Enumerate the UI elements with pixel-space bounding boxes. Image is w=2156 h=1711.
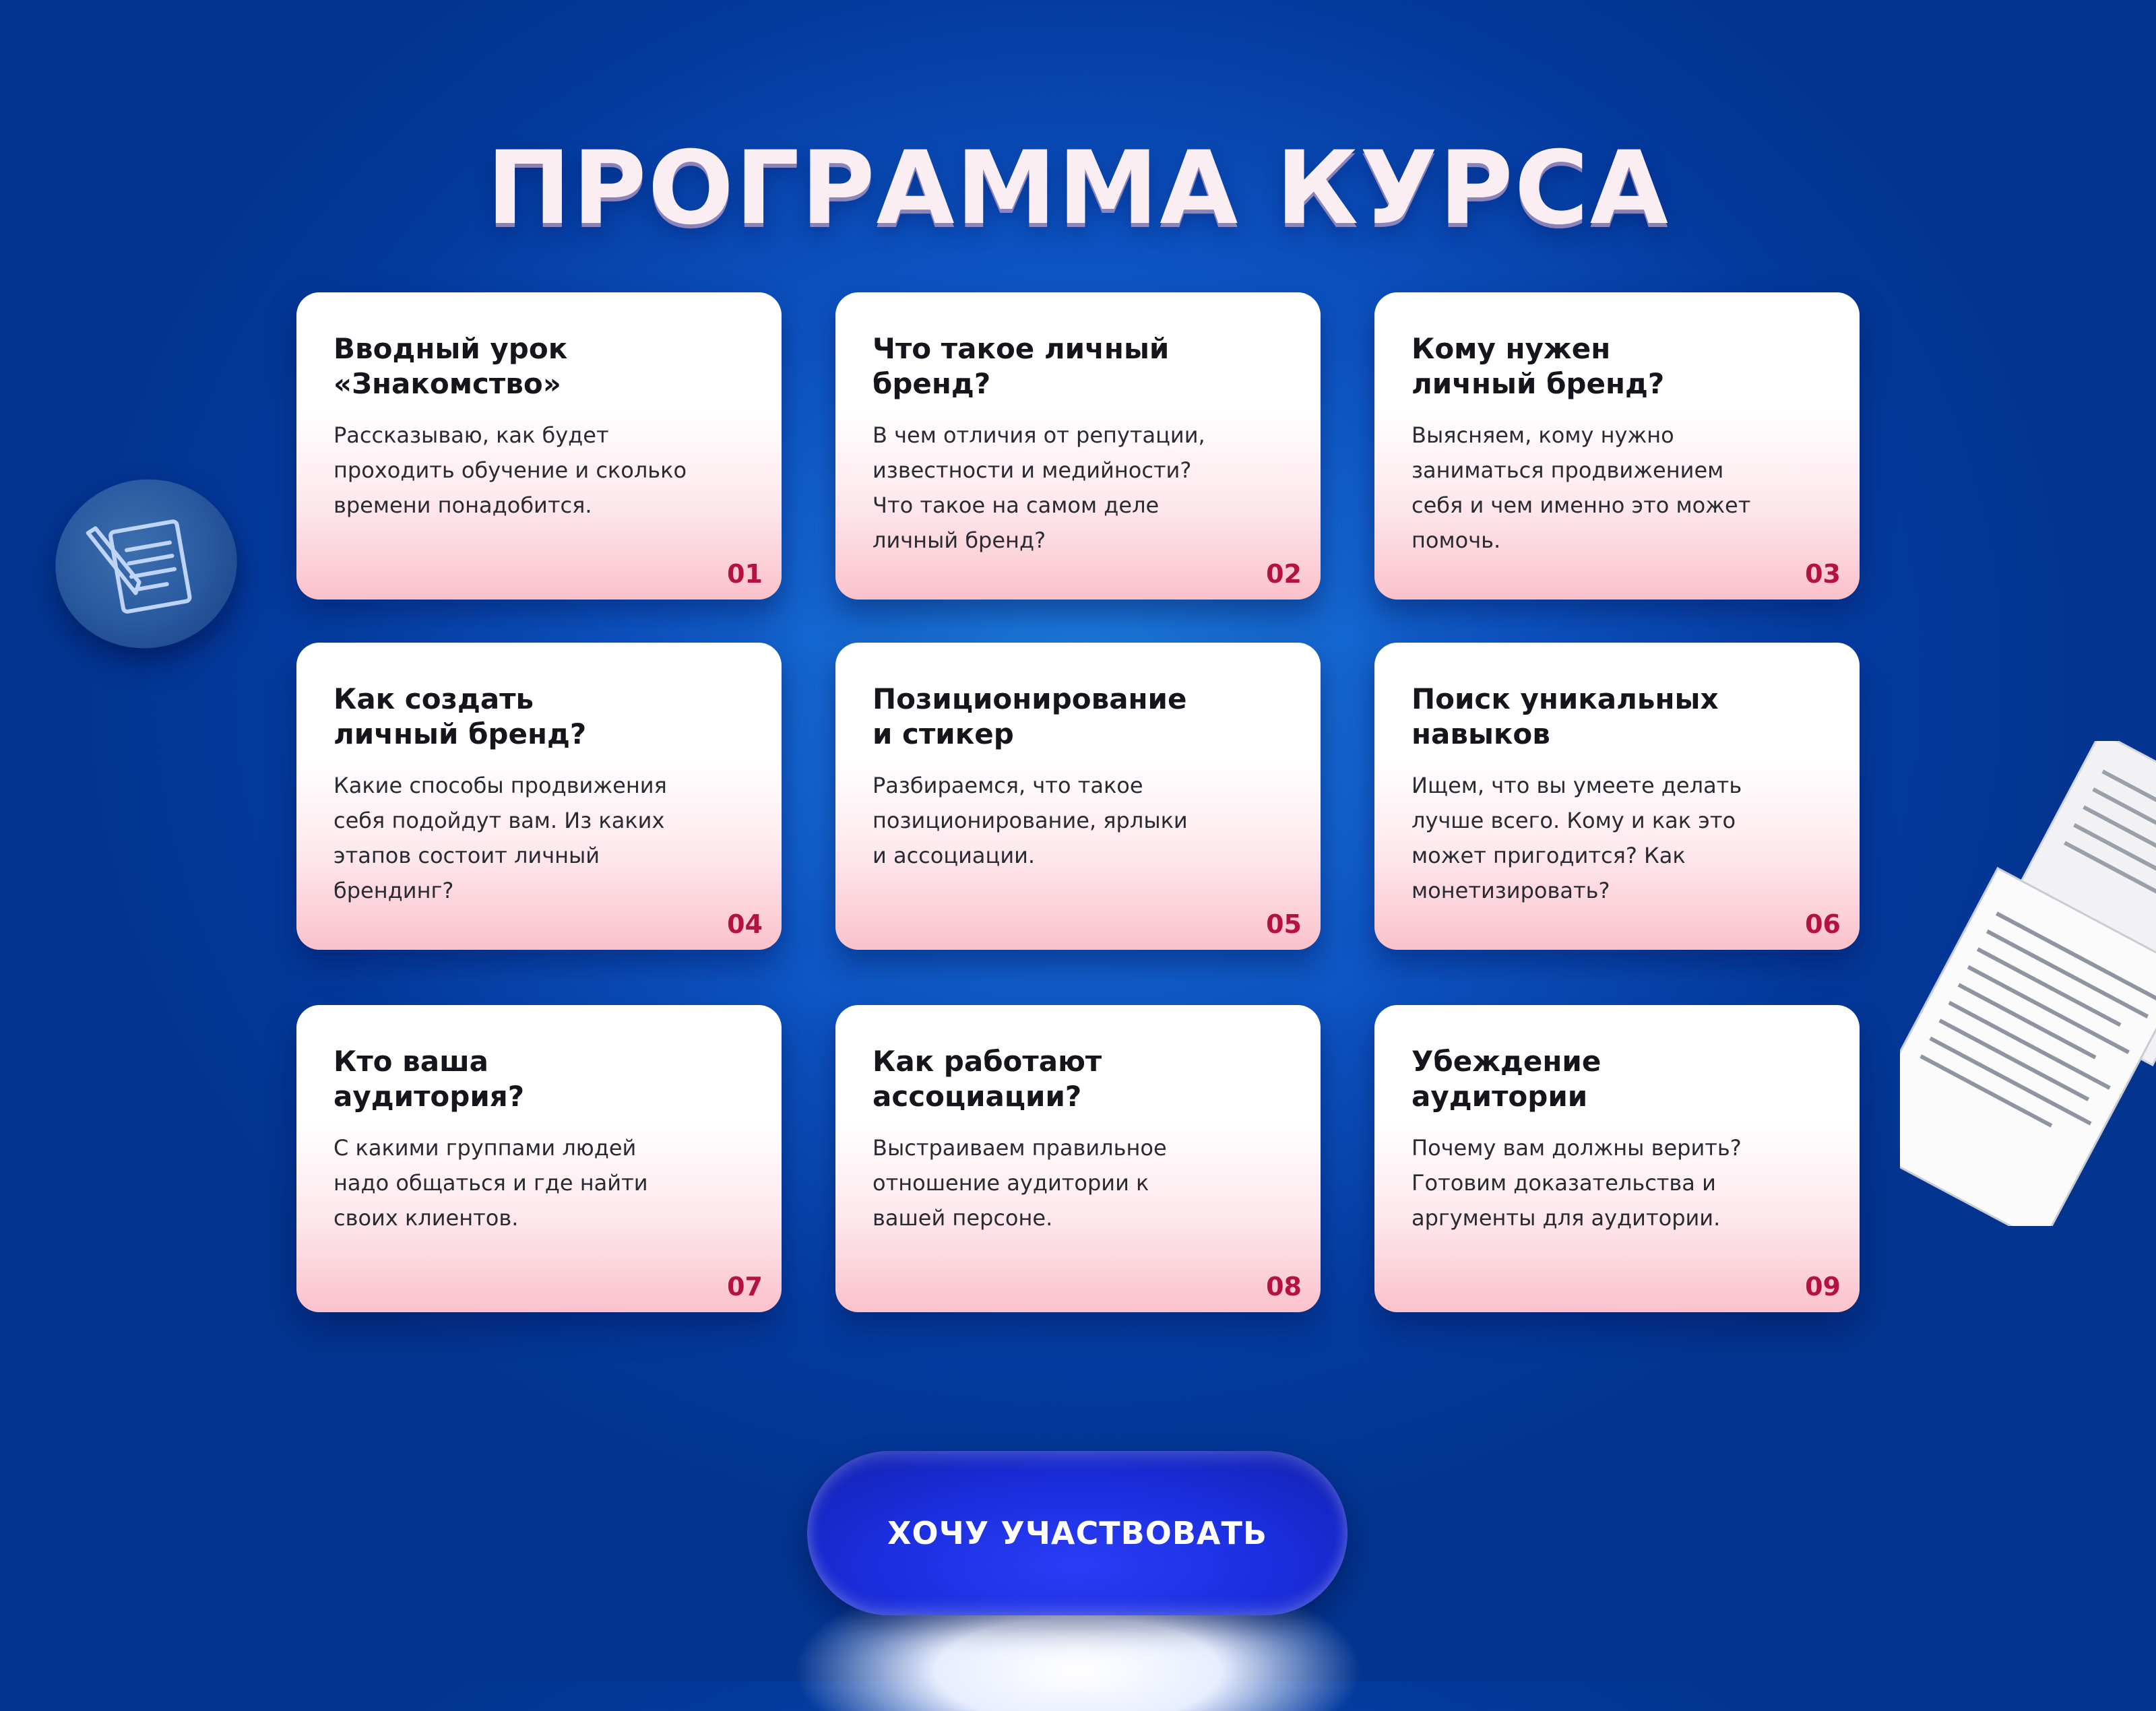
lesson-title: Кому нужен личный бренд? <box>1412 332 1665 400</box>
lesson-title: Убеждение аудитории <box>1412 1045 1602 1113</box>
lesson-number: 02 <box>1266 559 1302 589</box>
lesson-number: 03 <box>1805 559 1841 589</box>
document-pen-badge <box>42 465 250 662</box>
lesson-description: Выясняем, кому нужно заниматься продвижением себя и чем именно это может помочь. <box>1412 422 1751 553</box>
lesson-title: Кто ваша аудитория? <box>334 1045 525 1113</box>
lesson-description: С какими группами людей надо общаться и где найти своих клиентов. <box>334 1135 648 1231</box>
lesson-title: Вводный урок «Знакомство» <box>334 332 568 400</box>
lesson-title: Позиционирование и стикер <box>873 682 1187 750</box>
lesson-card-08 <box>835 1005 1321 1312</box>
lesson-title: Как создать личный бренд? <box>334 682 587 750</box>
lesson-description: Какие способы продвижения себя подойдут вам. Из каких этапов состоит личный брендинг? <box>334 773 667 903</box>
lesson-card-07 <box>296 1005 782 1312</box>
lesson-description: Выстраиваем правильное отношение аудитории к вашей персоне. <box>873 1135 1167 1231</box>
lesson-number: 06 <box>1805 909 1841 939</box>
lesson-title: Как работают ассоциации? <box>873 1045 1102 1113</box>
lesson-number: 07 <box>727 1272 763 1301</box>
lesson-card-02 <box>835 292 1321 600</box>
lesson-description: Разбираемся, что такое позиционирование, ярлыки и ассоциации. <box>873 773 1188 868</box>
lesson-description: В чем отличия от репутации, известности и медийности? Что такое на самом деле личный бренд? <box>873 422 1205 553</box>
lesson-description: Почему вам должны верить? Готовим доказательства и аргументы для аудитории. <box>1412 1135 1742 1231</box>
lesson-card-05 <box>835 643 1321 950</box>
lesson-card-04 <box>296 643 782 950</box>
page-title: ПРОГРАММА КУРСА <box>486 130 1670 247</box>
lesson-number: 08 <box>1266 1272 1302 1301</box>
lesson-card-01 <box>296 292 782 600</box>
lesson-description: Ищем, что вы умеете делать лучше всего. Кому и как это может пригодится? Как монетизировать? <box>1412 773 1742 903</box>
lesson-number: 01 <box>727 559 763 589</box>
document-pen-icon <box>80 498 213 631</box>
lesson-description: Рассказываю, как будет проходить обучение и сколько времени понадобится. <box>334 422 687 518</box>
lesson-card-06 <box>1374 643 1860 950</box>
lesson-number: 05 <box>1266 909 1302 939</box>
lesson-title: Поиск уникальных навыков <box>1412 682 1719 750</box>
lesson-card-03 <box>1374 292 1860 600</box>
lesson-card-09 <box>1374 1005 1860 1312</box>
flying-papers-icon <box>1900 741 2156 1226</box>
lesson-number: 04 <box>727 909 763 939</box>
join-course-button[interactable]: ХОЧУ УЧАСТВОВАТЬ <box>807 1451 1348 1615</box>
lesson-number: 09 <box>1805 1272 1841 1301</box>
lesson-title: Что такое личный бренд? <box>873 332 1170 400</box>
